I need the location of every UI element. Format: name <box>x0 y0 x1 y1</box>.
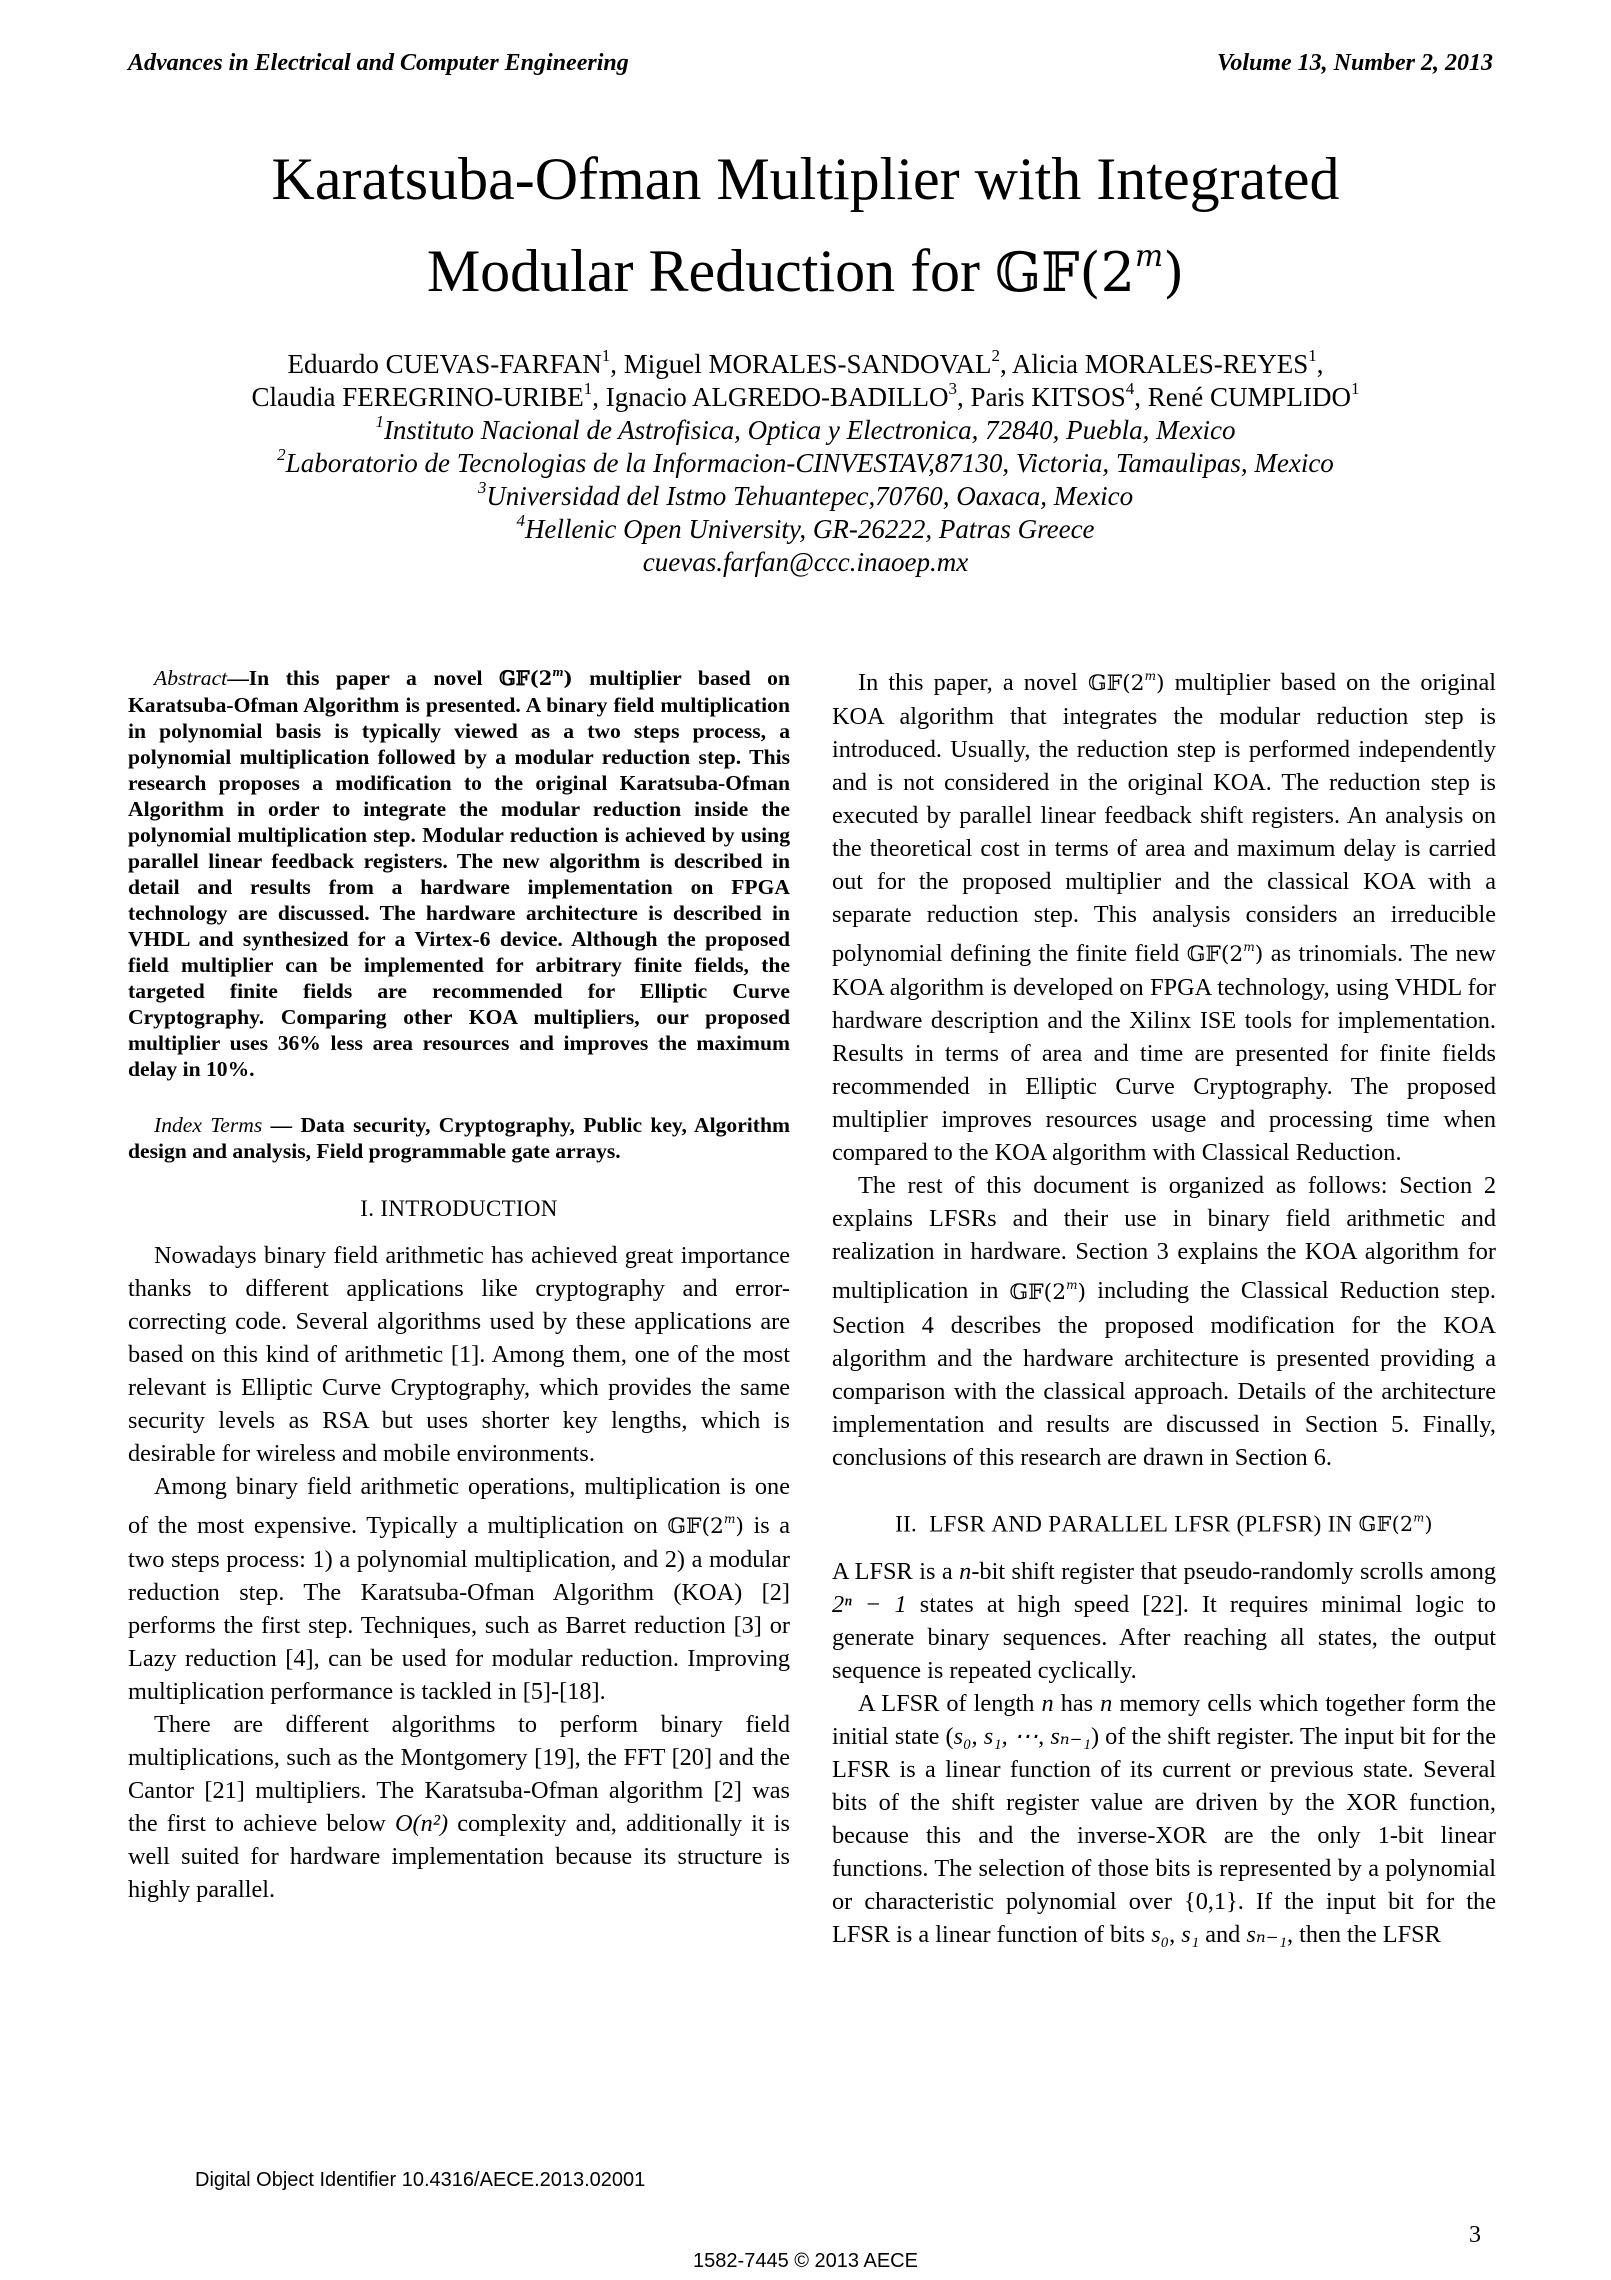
section-heading-lfsr <box>832 1502 1496 1542</box>
abstract-text: multiplier based on Karatsuba-Ofman Algorithm is presented. A binary field multiplication in polynomial basis is typically viewed as a two steps process, a polynomial multiplication followed by a modular reduction step. This research proposes a modification to the original Karatsuba-Ofman Algorithm in order to integrate the modular reduction inside the polynomial multiplication step. Modular reduction is achieved by using parallel linear feedback registers. The new algorithm is described in detail and results from a hardware implementation on FPGA technology are discussed. The hardware architecture is described in VHDL and synthesized for a Virtex-6 device. Although the proposed field multiplier can be implemented for arbitrary finite fields, the targeted finite fields are recommended for Elliptic Curve Cryptography. Comparing other KOA multipliers, our proposed multiplier uses 36% less area resources and improves the maximum delay in 10%. <box>128 666 790 1082</box>
section-number: I. <box>360 1196 375 1222</box>
affiliation-text: Instituto Nacional de Astrofisica, Optica y Electronica, 72840, Puebla, Mexico <box>383 415 1236 445</box>
author-affiliation-mark: 1 <box>601 346 611 365</box>
paragraph <box>832 1687 1496 1951</box>
title-line-1: Karatsuba-Ofman Multiplier with Integrated <box>271 146 1340 212</box>
section-title: P <box>1042 1511 1062 1537</box>
volume-info: Volume 13, Number 2, 2013 <box>1216 50 1493 76</box>
affiliation-mark: 3 <box>477 478 487 497</box>
author-line-2: Claudia FEREGRINO-URIBE$^1$, Ignacio ALGREDO-BADILLO$^3$, Paris KITSOS$^4$, René CUMPLIDO$^1$ <box>251 379 1360 412</box>
paragraph-text: states at high speed [22]. It requires minimal logic to generate binary sequences. After reaching all states, the output sequence is repeated cyclically. <box>832 1591 1497 1685</box>
math-expression: sₙ₋₁ <box>1246 1921 1287 1949</box>
paragraph: Nowadays binary field arithmetic has achieved great importance thanks to different applications like cryptography and error-correcting code. Several algorithms used by these applications are based on this kind of arithmetic [1]. Among them, one of the most relevant is Elliptic Curve Cryptography, which provides the same security levels as RSA but uses shorter key lengths, which is desirable for wireless and mobile environments. <box>128 1242 790 1468</box>
section-heading-introduction <box>128 1192 790 1225</box>
right-column <box>832 660 1496 1951</box>
section-number: II. <box>895 1511 918 1537</box>
paragraph-text: In this paper, a novel <box>858 669 1078 697</box>
page-number: 3 <box>1469 2222 1481 2248</box>
paragraph <box>832 1169 1496 1473</box>
index-terms <box>128 1112 790 1164</box>
section-title: AND <box>991 1511 1043 1537</box>
affiliation-text: Laboratorio de Tecnologias de la Informacion-CINVESTAV,87130, Victoria, Tamaulipas, Mexico <box>285 448 1334 478</box>
author-name: Ignacio ALGREDO-BADILLO <box>605 382 949 412</box>
gf-field-symbol: 𝔾𝔽(2$^m$) <box>1186 940 1264 968</box>
index-terms-text: — Data security, Cryptography, Public key, Algorithm design and analysis, Field programmable gate arrays. <box>128 1113 790 1164</box>
math-expression: n <box>959 1558 972 1586</box>
affiliation-text: Universidad del Istmo Tehuantepec,70760, Oaxaca, Mexico <box>486 481 1134 511</box>
doi-footer: Digital Object Identifier 10.4316/AECE.2013.02001 <box>195 2169 646 2191</box>
author-affiliation-mark: 2 <box>991 346 1001 365</box>
author-name: Claudia FEREGRINO-URIBE <box>251 382 584 412</box>
paragraph-text: ) of the shift register. The input bit for the LFSR is a linear function of its current or previous state. Several bits of the shift register value are driven by the XOR function, because this and the inverse-XOR are the only 1-bit linear functions. The selection of those bits is represented by a polynomial or characteristic polynomial over {0,1}. If the input bit for the LFSR is a linear function of bits <box>832 1723 1496 1949</box>
author-affiliation-mark: 1 <box>1350 379 1360 398</box>
section-title: LFSR (PLFSR) <box>1168 1511 1328 1537</box>
abstract-text: —In this paper a novel <box>227 666 483 691</box>
affiliation <box>140 480 1471 513</box>
section-title: LFSR <box>929 1511 992 1537</box>
section-title: ARALLEL <box>1061 1511 1169 1537</box>
paragraph <box>128 1470 790 1708</box>
paragraph-text: has <box>1060 1690 1094 1718</box>
abstract-label: Abstract <box>154 666 228 691</box>
contact-email[interactable]: cuevas.farfan@ccc.inaoep.mx <box>642 547 969 577</box>
running-header <box>128 50 1493 84</box>
paragraph-text: , then the LFSR <box>1287 1921 1441 1949</box>
affiliation <box>140 414 1471 447</box>
paper-title <box>140 140 1471 312</box>
paragraph-text: A LFSR is a <box>832 1558 953 1586</box>
math-expression: s₀, s₁, ⋯, sₙ₋₁ <box>953 1723 1091 1751</box>
section-title-initial: I <box>380 1196 389 1222</box>
affiliation-mark: 2 <box>277 445 286 464</box>
issn-footer: 1582-7445 © 2013 AECE <box>693 2250 918 2272</box>
paragraph-text: A LFSR of length <box>858 1690 1035 1718</box>
affiliation-text: Hellenic Open University, GR-26222, Patras Greece <box>524 514 1095 544</box>
author-name: René CUMPLIDO <box>1147 382 1351 412</box>
gf-field-symbol: 𝔾𝔽(2$^m$) <box>1009 1277 1087 1305</box>
title-line-2-text: Modular Reduction for <box>426 238 981 305</box>
author-affiliation-mark: 1 <box>1308 346 1317 365</box>
math-expression: 2ⁿ − 1 <box>832 1591 907 1619</box>
author-name: Paris KITSOS <box>970 382 1126 412</box>
affiliation-mark: 1 <box>375 412 384 431</box>
paragraph-text: The rest of this document is organized as follows: Section 2 explains LFSRs and their use in binary field arithmetic and realization in hardware. Section 3 explains the KOA algorithm for multiplication in <box>832 1172 1496 1305</box>
author-affiliation-mark: 1 <box>583 379 593 398</box>
gf-field-symbol: 𝔾𝔽(2$^m$) <box>1087 669 1165 697</box>
section-title: IN <box>1327 1511 1353 1537</box>
math-expression: O(n²) <box>394 1810 449 1838</box>
author-line-1: Eduardo CUEVAS-FARFAN$^1$, Miguel MORALES-SANDOVAL$^2$, Alicia MORALES-REYES$^1$, <box>287 346 1324 379</box>
affiliation-mark: 4 <box>516 511 525 530</box>
paragraph-text: memory cells which together form the initial state ( <box>832 1690 1497 1751</box>
paragraph-text: and <box>1205 1921 1241 1949</box>
author-name: Miguel MORALES-SANDOVAL <box>623 349 992 379</box>
affiliation <box>140 447 1471 480</box>
paragraph-text: -bit shift register that pseudo-randomly scrolls among <box>971 1558 1496 1586</box>
author-block <box>140 348 1471 579</box>
paragraph-text: is a two steps process: 1) a polynomial multiplication, and 2) a modular reduction step. The Karatsuba-Ofman Algorithm (KOA) [2] performs the first step. Techniques, such as Barret reduction [3] or Lazy reduction [4], can be used for modular reduction. Improving multiplication performance is tackled in [5]-[18]. <box>128 1512 791 1706</box>
author-name: Alicia MORALES-REYES <box>1012 349 1309 379</box>
abstract <box>128 660 790 1082</box>
left-column <box>128 660 790 1906</box>
gf-field-symbol: 𝔾𝔽(2$^m$) <box>995 239 1185 305</box>
paragraph-text: complexity and, additionally it is well suited for hardware implementation because its structure is highly parallel. <box>128 1810 790 1904</box>
author-affiliation-mark: 3 <box>948 379 957 398</box>
index-terms-label: Index Terms <box>154 1113 263 1138</box>
paragraph-text: multiplier based on the original KOA algorithm that integrates the modular reduction step is introduced. Usually, the reduction step is performed independently and is not considered in the original KOA. The reduction step is executed by parallel linear feedback shift registers. An analysis on the theoretical cost in terms of area and maximum delay is carried out for the proposed multiplier and the classical KOA with a separate reduction step. This analysis considers an irreducible polynomial defining the finite field <box>832 669 1496 968</box>
title-line-2 <box>140 218 1471 312</box>
journal-name: Advances in Electrical and Computer Engineering <box>128 50 629 76</box>
paragraph-text: There are different algorithms to perform binary field multiplications, such as the Montgomery [19], the FFT [20] and the Cantor [21] multipliers. The Karatsuba-Ofman algorithm [2] was the first to achieve below <box>128 1711 790 1838</box>
math-expression: s₀, s₁ <box>1151 1921 1200 1949</box>
paragraph-text: as trinomials. The new KOA algorithm is developed on FPGA technology, using VHDL for hardware description and the Xilinx ISE tools for implementation. Results in terms of area and time are presented for finite fields recommended in Elliptic Curve Cryptography. The proposed multiplier improves resources usage and processing time when compared to the KOA algorithm with Classical Reduction. <box>832 940 1496 1167</box>
paragraph <box>832 660 1496 1169</box>
math-expression: n <box>1100 1690 1113 1718</box>
gf-field-symbol: 𝔾𝔽(2$^m$) <box>667 1512 744 1540</box>
section-title: NTRODUCTION <box>388 1196 558 1222</box>
author-name: Eduardo CUEVAS-FARFAN <box>287 349 602 379</box>
affiliation <box>140 513 1471 546</box>
math-expression: n <box>1041 1690 1054 1718</box>
paragraph-text: including the Classical Reduction step. Section 4 describes the proposed modification for the KOA algorithm and the hardware architecture is presented providing a comparison with the classical approach. Details of the architecture implementation and results are discussed in Section 5. Finally, conclusions of this research are drawn in Section 6. <box>832 1277 1497 1471</box>
paragraph <box>128 1708 790 1906</box>
gf-field-symbol: 𝔾𝔽(2$^m$) <box>1358 1510 1433 1537</box>
paragraph <box>832 1555 1496 1687</box>
author-affiliation-mark: 4 <box>1125 379 1135 398</box>
gf-field-symbol: 𝔾𝔽(2$^m$) <box>499 666 573 691</box>
paragraph-text: Among binary field arithmetic operations, multiplication is one of the most expensive. Typically a multiplication on <box>128 1473 790 1540</box>
